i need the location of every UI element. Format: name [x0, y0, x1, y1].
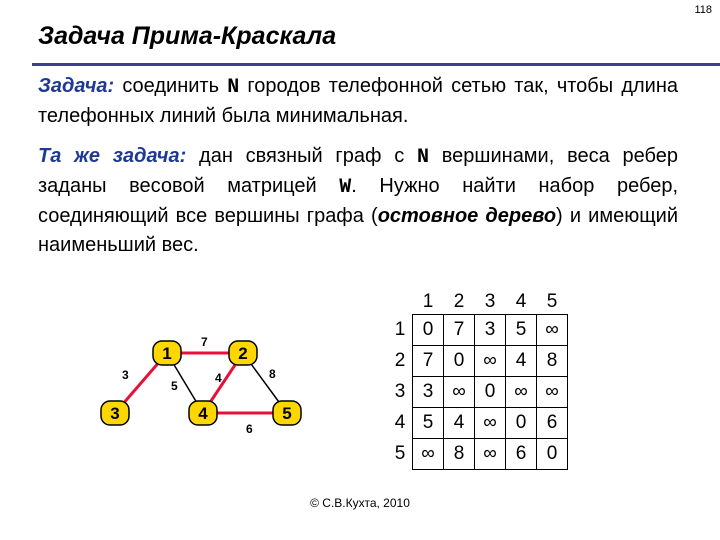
weight-matrix: [388, 290, 568, 470]
matrix-cell: 7: [413, 346, 444, 377]
task-text-1: соединить: [114, 75, 228, 97]
weight-matrix-table: [388, 290, 568, 470]
col-header: 2: [453, 291, 465, 312]
matrix-row: [388, 439, 568, 470]
matrix-row: [388, 315, 568, 346]
node-1-label: 1: [162, 344, 172, 363]
col-header: 3: [484, 291, 496, 312]
node-3: [101, 401, 129, 425]
matrix-cell: 5: [413, 408, 444, 439]
matrix-header-row: [388, 290, 568, 315]
same-task-paragraph: [38, 142, 678, 260]
page-title: Задача Прима-Краскала: [38, 22, 337, 50]
slide-number: 118: [694, 4, 712, 16]
matrix-cell: 0: [475, 377, 506, 408]
weight-2-5: 8: [269, 367, 276, 381]
matrix-cell: 3: [475, 315, 506, 346]
same-task-text-3: . Нужно найти набор ребер, соединяющий все вершины графа (: [38, 175, 679, 227]
matrix-cell: ∞: [506, 377, 537, 408]
matrix-cell: ∞: [537, 315, 568, 346]
node-2-label: 2: [238, 344, 248, 363]
node-1: [153, 341, 181, 365]
matrix-cell: 0: [413, 315, 444, 346]
weighted-graph: [95, 318, 325, 448]
task-paragraph: [38, 72, 678, 131]
matrix-cell: 8: [444, 439, 475, 470]
col-header: 4: [515, 291, 527, 312]
node-5-label: 5: [282, 404, 292, 423]
matrix-row: [388, 377, 568, 408]
task-lead: Задача:: [38, 75, 115, 97]
node-3-label: 3: [110, 404, 120, 423]
matrix-cell: 3: [413, 377, 444, 408]
same-task-text-2: вершинами, веса ребер заданы весовой матрицей: [38, 145, 678, 197]
task-text-2: городов телефонной сетью так, чтобы длина телефонных линий была минимальная.: [38, 75, 678, 127]
copyright: © С.В.Кухта, 2010: [310, 496, 410, 510]
matrix-cell: ∞: [475, 346, 506, 377]
same-task-text-4: ) и имеющий наименьший вес.: [38, 205, 679, 256]
weight-2-4: 4: [215, 371, 222, 385]
matrix-cell: 5: [506, 315, 537, 346]
row-header: 5: [394, 443, 406, 464]
matrix-cell: 0: [444, 346, 475, 377]
matrix-cell: 8: [537, 346, 568, 377]
row-header: 2: [394, 350, 406, 371]
matrix-row: [388, 408, 568, 439]
matrix-cell: 0: [506, 408, 537, 439]
weight-1-3: 3: [122, 368, 129, 382]
node-4: [189, 401, 217, 425]
same-task-n: N: [416, 146, 429, 169]
matrix-cell: ∞: [537, 377, 568, 408]
same-task-lead: Та же задача:: [38, 145, 187, 167]
col-header: 1: [422, 291, 434, 312]
same-task-text-1: дан связный граф с: [186, 145, 417, 167]
task-n: N: [227, 76, 240, 99]
same-task-w: W: [339, 176, 352, 199]
spanning-tree-term: остовное дерево: [377, 205, 557, 227]
matrix-cell: 7: [444, 315, 475, 346]
col-header: 5: [546, 291, 558, 312]
weight-1-2: 7: [201, 335, 208, 349]
matrix-cell: ∞: [444, 377, 475, 408]
node-4-label: 4: [198, 404, 208, 423]
row-header: 3: [394, 381, 406, 402]
matrix-cell: ∞: [475, 408, 506, 439]
row-header: 1: [394, 319, 406, 340]
title-divider: [32, 63, 720, 66]
row-header: 4: [394, 412, 406, 433]
matrix-cell: ∞: [475, 439, 506, 470]
node-2: [229, 341, 257, 365]
matrix-cell: ∞: [413, 439, 444, 470]
matrix-cell: 6: [506, 439, 537, 470]
matrix-cell: 4: [444, 408, 475, 439]
weight-4-5: 6: [246, 422, 253, 436]
matrix-cell: 0: [537, 439, 568, 470]
matrix-row: [388, 346, 568, 377]
matrix-cell: 4: [506, 346, 537, 377]
node-5: [273, 401, 301, 425]
matrix-cell: 6: [537, 408, 568, 439]
weight-1-4: 5: [171, 379, 178, 393]
